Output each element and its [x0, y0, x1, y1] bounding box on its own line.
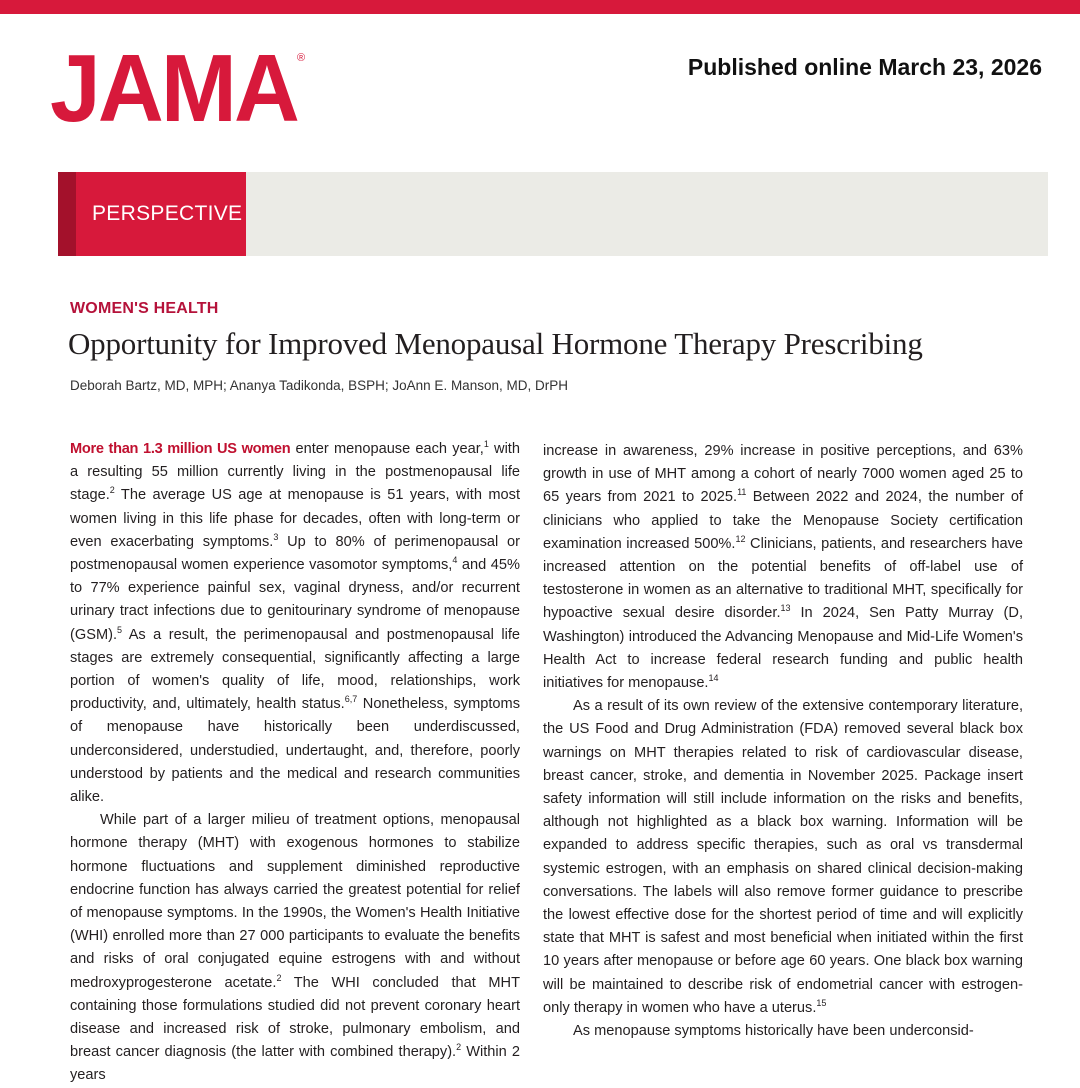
- registered-mark: ®: [297, 52, 306, 64]
- article-authors: Deborah Bartz, MD, MPH; Ananya Tadikonda, BSPH; JoAnn E. Manson, MD, DrPH: [70, 378, 568, 393]
- logo-text: JAMA: [50, 35, 298, 142]
- text-run: As a result of its own review of the extensive contemporary literature, the US Food and Drug Administration (FDA) removed several black box warnings on MHT therapies related to risk of cardiovascular disease, breast cancer, stroke, and dementia in November 2025. Package insert safety information will still include information on the risks and benefits, although not highlighted as a black box warning. Information will be expanded to address specific therapies, such as oral vs transdermal systemic estrogen, with an emphasis on shared clinical decision-making conversations. The labels will also remove former guidance to prescribe the lowest effective dose for the shortest period of time and will explicitly state that MHT is safest and most beneficial when initiated within the first 10 years after menopause or before age 60 years. One black box warning will be maintained to describe risk of endometrial cancer with estrogen-only therapy in women who have a uterus.: [543, 698, 1023, 1016]
- citation: 11: [737, 487, 747, 498]
- text-run: Within 2 years: [70, 1044, 520, 1084]
- banner-label-block: [58, 172, 246, 256]
- text-run: Between 2022 and 2024, the number of clinicians who applied to take the Menopause Society certification examination increased 500%.: [543, 489, 1023, 552]
- paragraph-4: [543, 695, 1023, 1020]
- body-column-right: [543, 440, 1023, 1043]
- article-type-label: PERSPECTIVE: [92, 202, 243, 225]
- citation: 2: [456, 1042, 462, 1053]
- citation: 14: [708, 673, 719, 684]
- banner-stripe: [58, 172, 76, 256]
- lead-in: More than 1.3 million US women: [70, 441, 291, 457]
- text-run: and 45% to 77% experience painful sex, vaginal dryness, and/or recurrent urinary tract infections due to genitourinary syndrome of menopause (GSM).: [70, 557, 521, 643]
- citation: 12: [735, 533, 746, 544]
- citation: 2: [109, 485, 115, 496]
- text-run: In 2024, Sen Patty Murray (D, Washington) introduced the Advancing Menopause and Mid-Life Women's Health Act to increase federal research funding and public health initiatives for menopause.: [543, 605, 1024, 692]
- text-run: Up to 80% of perimenopausal or postmenopausal women experience vasomotor symptoms,: [70, 533, 520, 574]
- paragraph-2: [70, 809, 520, 1087]
- text-run: The WHI concluded that MHT containing those formulations studied did not prevent coronary heart disease and increased risk of stroke, pulmonary embolism, and breast cancer diagnosis (the latter with combined therapy).: [70, 974, 520, 1061]
- text-run: Nonetheless, symptoms of menopause have historically been underdiscussed, underconsidered, understudied, undertaught, and, therefore, poorly understood by patients and the medical and research communities alike.: [70, 696, 520, 806]
- paragraph-3: [543, 440, 1023, 695]
- body-column-left: [70, 438, 520, 1088]
- citation: 4: [452, 555, 458, 566]
- text-run: Clinicians, patients, and researchers have increased attention on the potential benefits of off-label use of testosterone in women as an alternative to traditional MHT, specifically for hypoactive sexual desire disorder.: [543, 535, 1023, 622]
- text-run: While part of a larger milieu of treatment options, menopausal hormone therapy (MHT) with exogenous hormones to stabilize hormone fluctuations and supplement diminished reproductive endocrine function has always carried the greatest potential for relief of menopause symptoms. In the 1990s, the Women's Health Initiative (WHI) enrolled more than 27 000 participants to evaluate the benefits and risks of oral conjugated equine estrogens with and without medroxyprogesterone acetate.: [70, 812, 520, 991]
- article-title: Opportunity for Improved Menopausal Hormone Therapy Prescribing: [68, 326, 923, 361]
- citation: 1: [483, 439, 489, 450]
- text-run: The average US age at menopause is 51 years, with most women living in this life phase for decades, often with long-term or even exacerbating symptoms.: [70, 487, 520, 550]
- citation: 15: [816, 998, 827, 1009]
- citation: 2: [276, 972, 282, 983]
- text-run: enter menopause each year,: [290, 441, 484, 457]
- citation: 6,7: [344, 694, 358, 705]
- citation: 5: [117, 624, 123, 635]
- paragraph-5: As menopause symptoms historically have been underconsid-: [573, 1023, 974, 1040]
- text-run: As a result, the perimenopausal and postmenopausal life stages are extremely consequential, significantly affecting a large portion of women's quality of life, mood, relationships, work productivity, and, ultimately, health status.: [70, 626, 520, 713]
- jama-logo: [50, 35, 310, 142]
- citation: 13: [780, 603, 791, 614]
- published-date: Published online March 23, 2026: [687, 54, 1042, 80]
- paragraph-1: [70, 438, 520, 809]
- text-run: with a resulting 55 million currently living in the postmenopausal life stage.: [70, 441, 520, 504]
- section-label: WOMEN'S HEALTH: [70, 300, 219, 317]
- text-run: increase in awareness, 29% increase in positive perceptions, and 63% growth in use of MHT among a cohort of nearly 7000 women aged 25 to 65 years from 2021 to 2025.: [543, 443, 1023, 506]
- citation: 3: [273, 531, 279, 542]
- article-type-banner: [58, 172, 1048, 256]
- top-accent-bar: [0, 0, 1080, 14]
